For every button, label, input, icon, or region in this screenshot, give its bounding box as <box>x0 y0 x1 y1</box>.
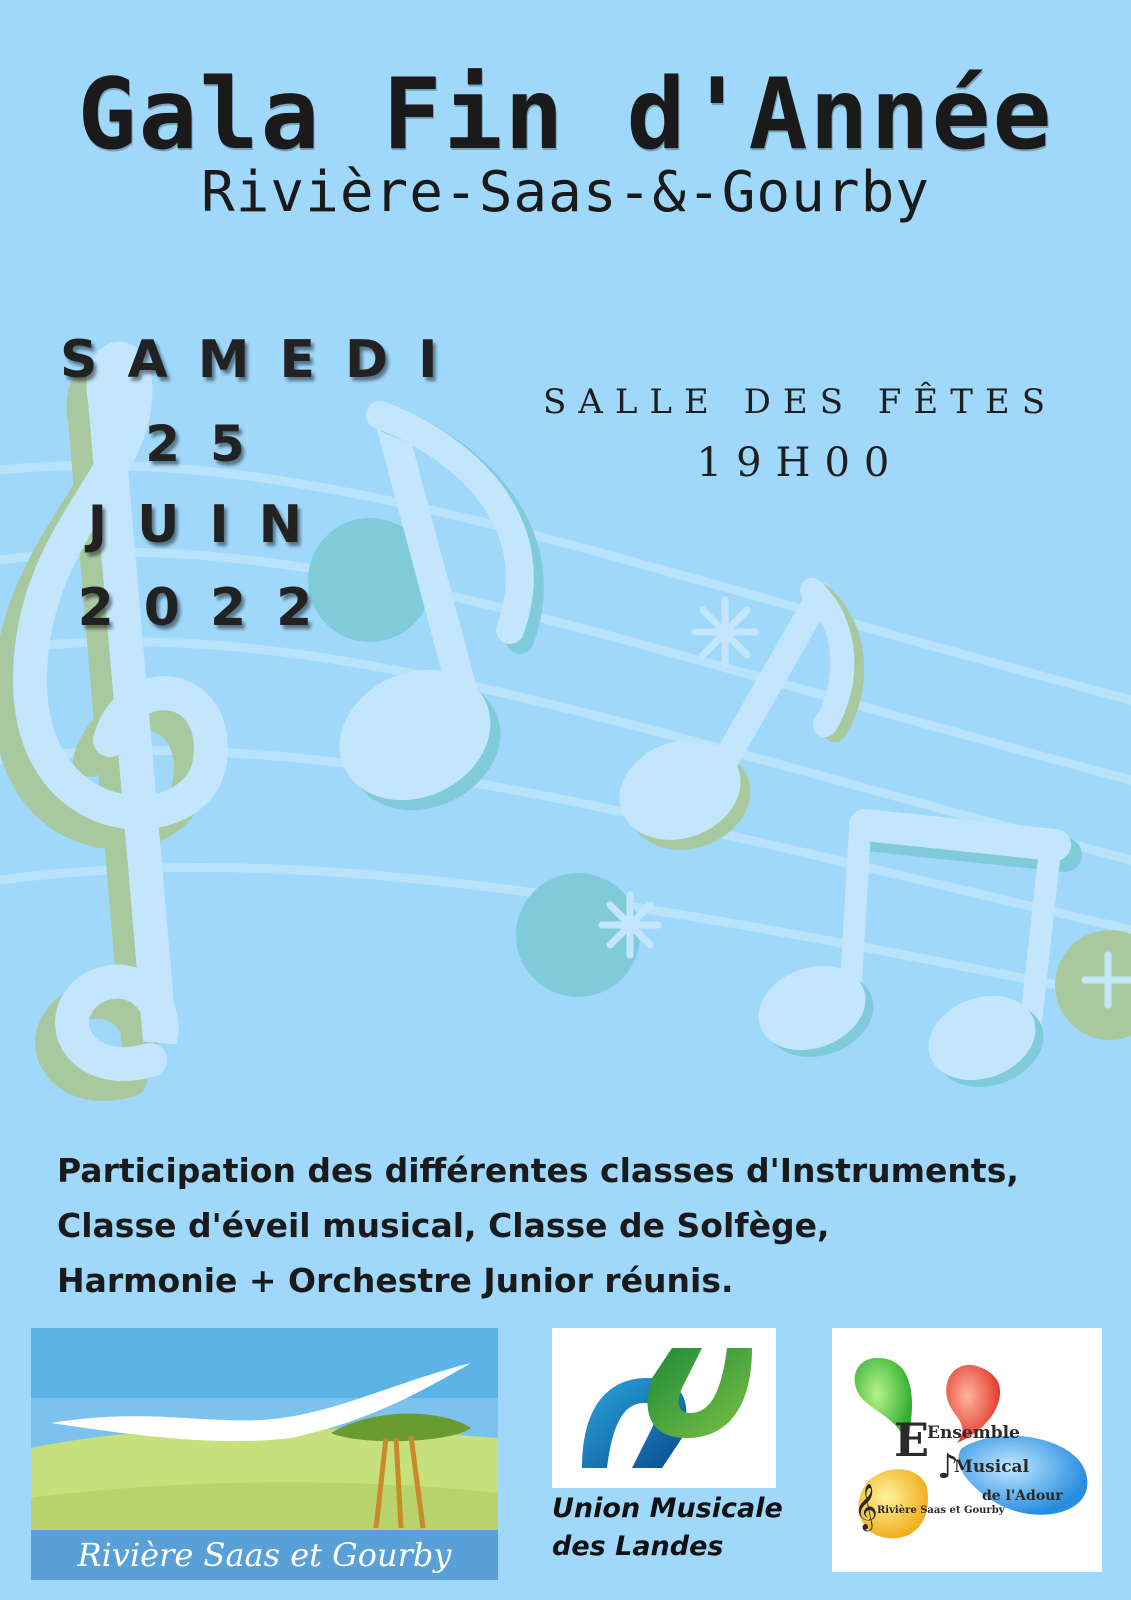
small-treble-clef-icon: 𝄞 <box>854 1484 878 1530</box>
union-musicale-line1: Union Musicale <box>552 1493 783 1524</box>
date-year: 2022 <box>77 578 343 638</box>
ensemble-small-text: Rivière Saas et Gourby <box>877 1505 1005 1516</box>
venue-time: 19H00 <box>696 440 904 486</box>
commune-logo-caption: Rivière Saas et Gourby <box>31 1530 498 1580</box>
ensemble-word1: Ensemble <box>927 1423 1020 1443</box>
commune-logo <box>31 1328 498 1580</box>
poster-subtitle: Rivière-Saas-&-Gourby <box>200 160 930 225</box>
venue-place: SALLE DES FÊTES <box>542 382 1057 422</box>
ensemble-word2: Musical <box>954 1457 1030 1477</box>
description-line: Participation des différentes classes d'Instruments, <box>57 1151 1019 1190</box>
event-description <box>57 1143 1117 1308</box>
union-musicale-name <box>552 1490 812 1566</box>
ensemble-musical-emblem-icon <box>832 1328 1102 1572</box>
beamed-notes-icon <box>747 825 1065 1101</box>
description-line: Classe d'éveil musical, Classe de Solfège, <box>57 1206 830 1245</box>
music-note-icon: ♪ <box>937 1447 959 1487</box>
ensemble-musical-logo <box>832 1328 1102 1572</box>
olive-dot-icon <box>1055 930 1131 1040</box>
poster-title: Gala Fin d'Année <box>77 58 1054 172</box>
union-musicale-logo <box>552 1328 776 1488</box>
date-day-name: SAMEDI <box>60 330 468 390</box>
date-day: 25 <box>145 415 275 473</box>
ensemble-word3: de l'Adour <box>982 1488 1063 1504</box>
ensemble-initial-e: E <box>894 1413 930 1467</box>
union-musicale-emblem-icon <box>552 1328 776 1488</box>
description-line: Harmonie + Orchestre Junior réunis. <box>57 1261 734 1300</box>
date-month: JUIN <box>87 495 333 555</box>
union-musicale-line2: des Landes <box>552 1531 724 1562</box>
